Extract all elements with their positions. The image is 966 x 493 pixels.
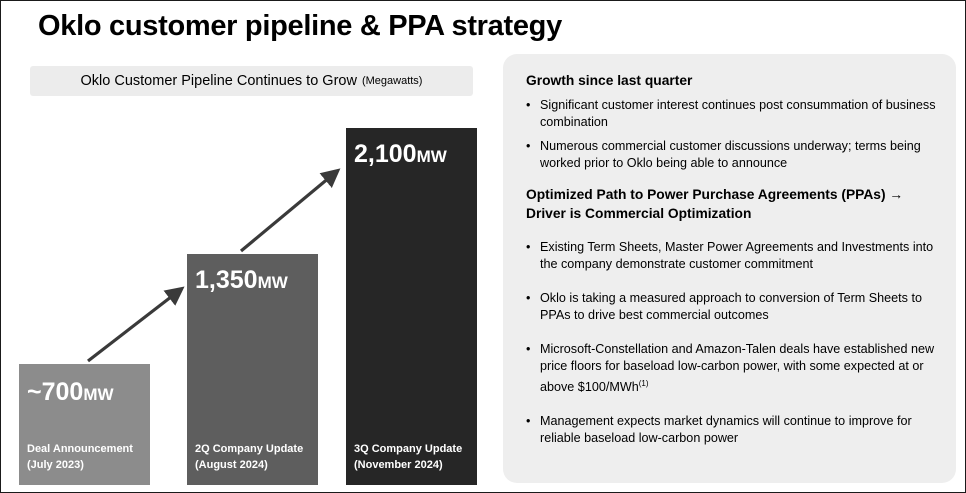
slide-title: Oklo customer pipeline & PPA strategy [38,10,562,42]
ppa-bullet-list [526,239,946,447]
footnote-marker: (1) [638,379,649,388]
ppa-heading: Optimized Path to Power Purchase Agreements (PPAs) → Driver is Commercial Optimization [526,187,904,221]
bar-caption: Deal Announcement (July 2023) [27,443,133,471]
bar-value: 1,350MW [195,266,288,294]
chart-title-unit: (Megawatts) [361,75,423,87]
bar-caption: 3Q Company Update (November 2024) [354,443,463,471]
growth-bullet: • Numerous commercial customer discussions underway; terms being worked prior to Oklo being able to announce [526,138,946,172]
ppa-bullet: • Management expects market dynamics will continue to improve for reliable baseload low-carbon power [526,413,946,447]
growth-bullet: • Significant customer interest continues post consummation of business combination [526,97,946,131]
ppa-bullet: • Microsoft-Constellation and Amazon-Talen deals have established new price floors for baseload low-carbon power, with some expected at or above $100/MWh$^{(1)}$ [526,341,946,396]
chart-title-text: Oklo Customer Pipeline Continues to Grow [80,73,357,89]
bar-caption: 2Q Company Update (August 2024) [195,443,304,471]
ppa-bullet: • Oklo is taking a measured approach to conversion of Term Sheets to PPAs to drive best commercial outcomes [526,290,946,324]
bar-2q-update [187,254,318,485]
bar-3q-update [346,128,477,485]
growth-heading: Growth since last quarter [526,73,693,88]
ppa-bullet: • Existing Term Sheets, Master Power Agreements and Investments into the company demonstrate customer commitment [526,239,946,273]
bar-value: 2,100MW [354,140,447,168]
growth-arrow-1 [88,290,180,361]
commentary-panel [503,54,956,483]
growth-bullet-list [526,97,946,172]
growth-arrow-2 [241,172,336,251]
bar-deal-announcement [19,364,150,485]
bar-value: ~700MW [27,378,114,406]
